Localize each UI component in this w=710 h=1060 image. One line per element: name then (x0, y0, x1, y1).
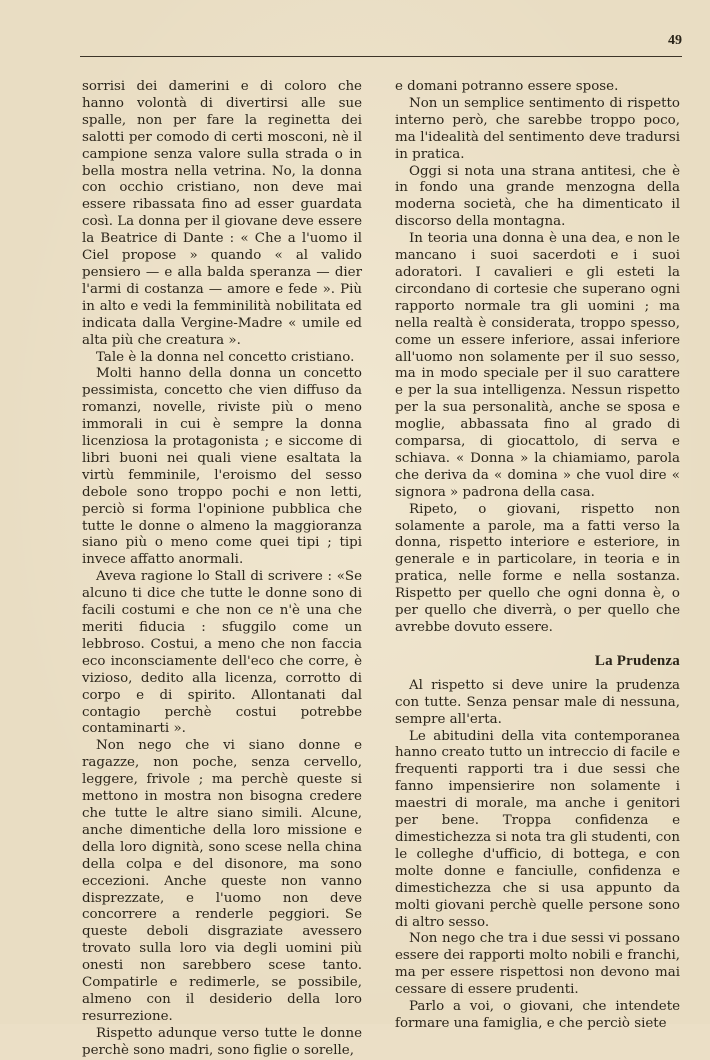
paragraph: sorrisi dei damerini e di coloro che hanno volontà di divertirsi alle sue spalle, non per fare la reginetta dei salotti per comodo di certi mosconi, nè il campione senza valore sulla strada o in bella mostra nella vetrina. No, la donna con occhio cristiano, non deve mai essere ribassata fino ad esser guardata così. La donna per il giovane deve essere la Beatrice di Dante : « Che a l'uomo il Ciel propose » quando « al valido pensiero — e alla balda speranza — dier l'armi di costanza — amore e fede ». Più in alto e vedi la femminilità nobilitata ed indicata dalla Vergine-Madre « umile ed alta più che creatura ». (82, 79, 362, 348)
section-heading: La Prudenza (594, 652, 680, 669)
paragraph: Oggi si nota una strana antitesi, che è in fondo una grande menzogna della moderna società, che ha dimenticato il discorso della montagna. (395, 163, 680, 230)
paragraph: Ripeto, o giovani, rispetto non solamente a parole, ma a fatti verso la donna, rispetto interiore e esteriore, in generale e in particolare, in teoria e in pratica, nelle forme e nella sostanza. Rispetto per quello che ogni donna è, o per quello che diverrà, o per quello che avrebbe dovuto essere. (395, 501, 680, 635)
paragraph: Parlo a voi, o giovani, che intendete formare una famiglia, e che perciò siete (395, 999, 680, 1031)
header-rule (80, 56, 682, 57)
paragraph: e domani potranno essere spose. (395, 79, 619, 94)
paragraph: Al rispetto si deve unire la prudenza con tutte. Senza pensar male di nessuna, sempre all'erta. (395, 677, 680, 727)
paragraph: Aveva ragione lo Stall di scrivere : «Se alcuno ti dice che tutte le donne sono di facili costumi e che non ce n'è una che meriti fiducia : sfuggilo come un lebbroso. Costui, a meno che non faccia eco inconsciamente dell'eco che corre, è vizioso, dedito alla licenza, corrotto di corpo e di spirito. Allontanati dal contagio perchè costui potrebbe contaminarti ». (82, 569, 362, 737)
paragraph: Non nego che vi siano donne e ragazze, non poche, senza cervello, leggere, frivole ; ma perchè queste si mettono in mostra non bisogna credere che tutte le altre siano simili. Alcune, anche dimentiche della loro missione e della loro dignità, sono scese nella china della colpa e del disonore, ma sono eccezioni. Anche queste non vanno disprezzate, e l'uomo non deve concorrere a renderle peggiori. Se queste deboli disgraziate avessero trovato sulla loro via degli uomini più onesti non sarebbero scese tanto. Compatirle e redimerle, se possibile, almeno con il desiderio della loro resurrezione. (82, 738, 362, 1024)
paragraph: Non un semplice sentimento di rispetto interno però, che sarebbe troppo poco, ma l'idealità del sentimento deve tradursi in pratica. (395, 95, 680, 162)
page-number: 49 (668, 33, 682, 48)
paragraph: Tale è la donna nel concetto cristiano. (96, 349, 355, 365)
paragraph: In teoria una donna è una dea, e non le mancano i suoi sacerdoti e i suoi adoratori. I cavalieri e gli esteti la circondano di cortesie che superano ogni rapporto normale tra gli uomini ; ma nella realtà è considerata, troppo spesso, come un essere inferiore, assai inferiore all'uomo non solamente per il suo sesso, ma in modo speciale per il suo carattere e per la sua intelligenza. Nessun rispetto per la sua personalità, anche se sposa e moglie, abbassata fino al grado di comparsa, di giocattolo, di serva e schiava. « Donna » la chiamiamo, parola che deriva da « domina » che vuol dire « signora » padrona della casa. (395, 231, 680, 500)
right-column (395, 79, 680, 1031)
paragraph: Rispetto adunque verso tutte le donne perchè sono madri, sono figlie o sorelle, (82, 1025, 362, 1058)
paragraph: Le abitudini della vita contemporanea hanno creato tutto un intreccio di facile e frequenti rapporti tra i due sessi che fanno impensierire non solamente i maestri di morale, ma anche i genitori per bene. Troppa confidenza e dimestichezza si nota tra gli studenti, con le colleghe d'ufficio, di bottega, e con molte donne e fanciulle, confidenza e dimestichezza che si usa appunto da molti giovani perchè quelle persone sono di altro sesso. (395, 728, 680, 930)
left-column (82, 79, 362, 1058)
paragraph: Molti hanno della donna un concetto pessimista, concetto che vien diffuso da romanzi, novelle, riviste più o meno immorali in cui è sempre la donna licenziosa la protagonista ; e siccome di libri buoni nei quali viene esaltata la virtù femminile, l'eroismo del sesso debole sono troppo pochi e non letti, perciò si forma l'opinione pubblica che tutte le donne o almeno la maggioranza siano più o meno come quei tipi ; tipi invece affatto anormali. (82, 366, 362, 568)
paragraph: Non nego che tra i due sessi vi possano essere dei rapporti molto nobili e franchi, ma per essere rispettosi non devono mai cessare di essere prudenti. (395, 931, 680, 998)
